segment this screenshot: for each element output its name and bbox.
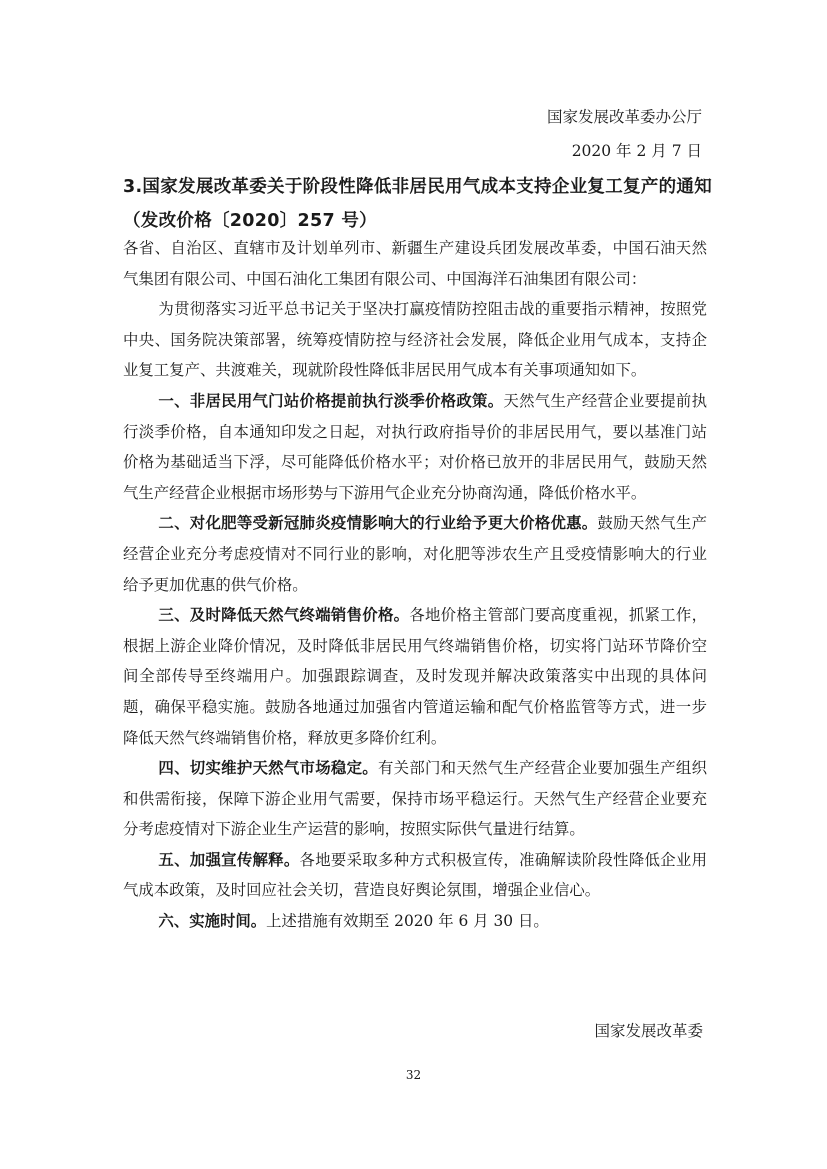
page-number: 32 <box>405 1068 422 1082</box>
section-paragraph <box>123 386 707 508</box>
section-heading: 二、对化肥等受新冠肺炎疫情影响大的行业给予更大价格优惠。 <box>158 514 598 533</box>
addressee: 各省、自治区、直辖市及计划单列市、新疆生产建设兵团发展改革委，中国石油天然气集团有限公司、中国石油化工集团有限公司、中国海洋石油集团有限公司： <box>123 239 707 288</box>
section-heading: 一、非居民用气门站价格提前执行淡季价格政策。 <box>158 391 504 410</box>
section-paragraph <box>123 600 707 753</box>
section-paragraph <box>123 906 707 937</box>
previous-signature-org: 国家发展改革委办公厅 <box>546 108 702 126</box>
section-paragraph <box>123 753 707 845</box>
section-text: 有关部门和天然气生产经营企业要加强生产组织和供需衔接，保障下游企业用气需要，保持市场平稳运行。天然气生产经营企业要充分考虑疫情对下游企业生产运营的影响，按照实际供气量进行结算。 <box>123 759 707 839</box>
section-text: 鼓励天然气生产经营企业充分考虑疫情对不同行业的影响，对化肥等涉农生产且受疫情影响大的行业给予更加优惠的供气价格。 <box>123 514 707 594</box>
document-body <box>123 233 707 937</box>
section-text: 天然气生产经营企业要提前执行淡季价格，自本通知印发之日起，对执行政府指导价的非居民用气，要以基准门站价格为基础适当下浮，尽可能降低价格水平；对价格已放开的非居民用气，鼓励天然气生产经营企业根据市场形势与下游用气企业充分协商沟通，降低价格水平。 <box>123 391 707 502</box>
section-heading: 五、加强宣传解释。 <box>158 850 300 869</box>
section-paragraph <box>123 508 707 600</box>
intro-paragraph: 为贯彻落实习近平总书记关于坚决打赢疫情防控阻击战的重要指示精神，按照党中央、国务院决策部署，统筹疫情防控与经济社会发展，降低企业用气成本，支持企业复工复产、共渡难关，现就阶段性降低非居民用气成本有关事项通知如下。 <box>123 300 707 380</box>
section-text: 各地要采取多种方式积极宣传，准确解读阶段性降低企业用气成本政策，及时回应社会关切，营造良好舆论氛围，增强企业信心。 <box>123 850 707 900</box>
section-heading: 六、实施时间。 <box>158 912 267 931</box>
section-text: 各地价格主管部门要高度重视，抓紧工作，根据上游企业降价情况，及时降低非居民用气终端销售价格，切实将门站环节降价空间全部传导至终端用户。加强跟踪调查，及时发现并解决政策落实中出现的具体问题，确保平稳实施。鼓励各地通过加强省内管道运输和配气价格监管等方式，进一步降低天然气终端销售价格，释放更多降价红利。 <box>123 606 707 747</box>
section-heading: 四、切实维护天然气市场稳定。 <box>158 759 378 778</box>
section-paragraph <box>123 845 707 906</box>
previous-signature-date: 2020 年 2 月 7 日 <box>571 142 702 160</box>
section-text: 上述措施有效期至 2020 年 6 月 30 日。 <box>266 912 549 931</box>
document-title: 3.国家发展改革委关于阶段性降低非居民用气成本支持企业复工复产的通知（发改价格〔2020〕257 号） <box>123 177 713 231</box>
document-signoff: 国家发展改革委 <box>594 1022 703 1040</box>
section-heading: 三、及时降低天然气终端销售价格。 <box>158 606 410 625</box>
